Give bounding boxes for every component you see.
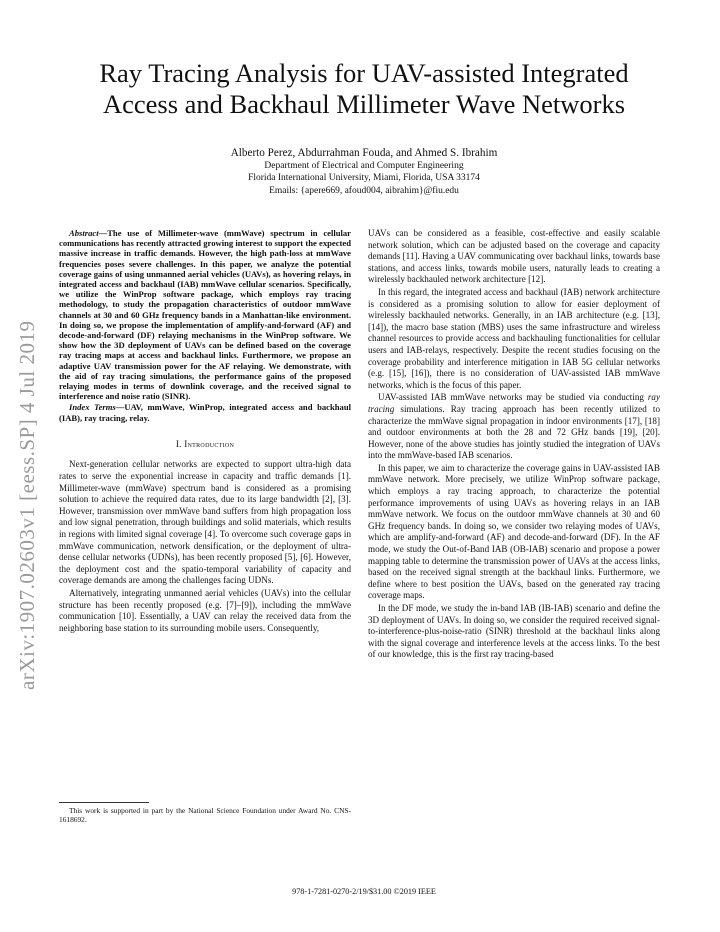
section-heading-introduction — [59, 439, 351, 451]
footnote — [59, 802, 351, 825]
right-paragraph-4: In this paper, we aim to characterize the coverage gains in UAV-assisted IAB mmWave network. More precisely, we utilize WinProp software package, which employs a ray tracing approach, to characterize the potential performance improvements of using UAVs as hovering relays in an IAB mmWave network. We focus on the outdoor mmWave channels at 30 and 60 GHz frequency bands. In doing so, we consider two relaying modes of UAVs, which are amplify-and-forward (AF) and decode-and-forward (DF). In the AF mode, we study the Out-of-Band IAB (OB-IAB) scenario and propose a power mapping table to determine the transmission power of UAVs at the access links, based on the received signal strength at the backhaul links. Furthermore, we define where to best position the UAVs, based on the generated ray tracing coverage maps. — [368, 462, 660, 601]
university-line: Florida International University, Miami, Florida, USA 33174 — [248, 173, 480, 184]
left-column — [59, 228, 351, 635]
intro-paragraph-1: Next-generation cellular networks are expected to support ultra-high data rates to serve the exponential increase in capacity and traffic demands [1]. Millimeter-wave (mmWave) spectrum band is considered as a promising solution to achieve the required data rates, due to its large bandwidth [2], [3]. However, transmission over mmWave band suffers from high propagation loss and low signal penetration, through buildings and solid materials, which results in regions with limited signal coverage [4]. To overcome such coverage gaps in mmWave communication, network densification, or the deployment of ultra-dense cellular networks (UDNs), has been recently proposed [5], [6]. However, the deployment cost and the spatio-temporal variability of capacity and coverage demands are among the challenges facing UDNs. — [59, 459, 351, 586]
right-paragraph-2: In this regard, the integrated access and backhaul (IAB) network architecture is considered as a promising solution to allow for easier deployment of wirelessly backhauled networks. Generally, in an IAB architecture (e.g. [13], [14]), the macro base station (MBS) uses the same infrastructure and wireless channel resources to provide access and backhauling functionalities for cellular users and IAB-relays, respectively. Despite the recent studies focusing on the coverage probability and interference mitigation in IAB 5G cellular networks (e.g. [15], [16]), there is no consideration of UAV-assisted IAB mmWave networks, which is the focus of this paper. — [368, 286, 660, 390]
abstract-text: —The use of Millimeter-wave (mmWave) spectrum in cellular communications has recently attracted growing interest to support the expected massive increase in traffic demands. However, the high path-loss at mmWave frequencies poses severe challenges. In this paper, we analyze the potential coverage gains of using unmanned aerial vehicles (UAVs), as hovering relays, in integrated access and backhaul (IAB) mmWave cellular scenarios. Specifically, we utilize the WinProp software package, which employs ray tracing methodology, to study the propagation characteristics of outdoor mmWave channels at 30 and 60 GHz frequency bands in a Manhattan-like environment. In doing so, we propose the implementation of amplify-and-forward (AF) and decode-and-forward (DF) relaying mechanisms in the WinProp software. We show how the 3D deployment of UAVs can be defined based on the coverage ray tracing maps at access and backhaul links. Furthermore, we propose an adaptive UAV transmission power for the AF relaying. We demonstrate, with the aid of ray tracing simulations, the performance gains of the proposed relaying modes in terms of downlink coverage, and the received signal to interference and noise ratio (SINR). — [59, 228, 351, 402]
arxiv-identifier — [4, 230, 50, 690]
section-title: Introduction — [184, 438, 235, 449]
footnote-text: This work is supported in part by the National Science Foundation under Award No. CNS-1618692. — [59, 806, 351, 825]
arxiv-identifier-text: arXiv:1907.02603v1 [eess.SP] 4 Jul 2019 — [15, 320, 39, 690]
right-paragraph-5: In the DF mode, we study the in-band IAB (IB-IAB) scenario and define the 3D deployment of UAVs. In doing so, we consider the required received signal-to-interference-plus-noise-ratio (SINR) threshold at the backhaul links along with the signal coverage and interference levels at the access links. To the best of our knowledge, this is the first ray tracing-based — [368, 603, 660, 660]
abstract-label: Abstract — [69, 228, 99, 238]
index-terms-label: Index Terms — [69, 402, 116, 413]
right-column — [368, 228, 660, 662]
copyright-notice: 978-1-7281-0270-2/19/$31.00 ©2019 IEEE — [292, 887, 436, 896]
right-paragraph-3-start: UAV-assisted IAB mmWave networks may be studied via conducting — [378, 392, 648, 403]
abstract — [59, 228, 351, 401]
author-list: Alberto Perez, Abdurrahman Fouda, and Ahmed S. Ibrahim — [230, 147, 498, 159]
department-line: Department of Electrical and Computer Engineering — [264, 161, 464, 171]
emails-line: Emails: {apere669, afoud004, aibrahim}@fiu.edu — [269, 185, 459, 196]
footnote-rule — [59, 802, 149, 803]
paper-title: Ray Tracing Analysis for UAV-assisted Integrated Access and Backhaul Millimeter Wave Networks — [99, 58, 629, 119]
right-paragraph-3 — [368, 392, 660, 462]
affiliation-block — [64, 160, 664, 197]
emphasis-ray-tracing: ray tracing — [368, 392, 660, 414]
section-number: I. — [175, 438, 185, 449]
index-terms-text: —UAV, mmWave, WinProp, integrated access and backhaul (IAB), ray tracing, relay. — [59, 402, 352, 423]
right-paragraph-1: UAVs can be considered as a feasible, cost-effective and easily scalable network solution, which can be adjusted based on the coverage and capacity demands [11]. Having a UAV communicating over backhaul links, towards base stations, and access links, towards mobile users, naturally leads to creating a wirelessly backhauled network architecture [12]. — [368, 228, 660, 285]
intro-paragraph-2: Alternatively, integrating unmanned aerial vehicles (UAVs) into the cellular structure has been recently proposed (e.g. [7]–[9]), including the mmWave communication [10]. Essentially, a UAV can relay the received data from the neighboring base station to its surrounding mobile users. Consequently, — [59, 587, 351, 633]
index-terms — [59, 402, 351, 422]
right-paragraph-3-end: simulations. Ray tracing approach has been recently utilized to characterize the mmWave signal propagation in indoor environments [17], [18] and outdoor environments at both the 28 and 72 GHz bands [19], [20]. However, none of the above studies has jointly studied the integration of UAVs into the mmWave-based IAB scenarios. — [368, 403, 660, 461]
